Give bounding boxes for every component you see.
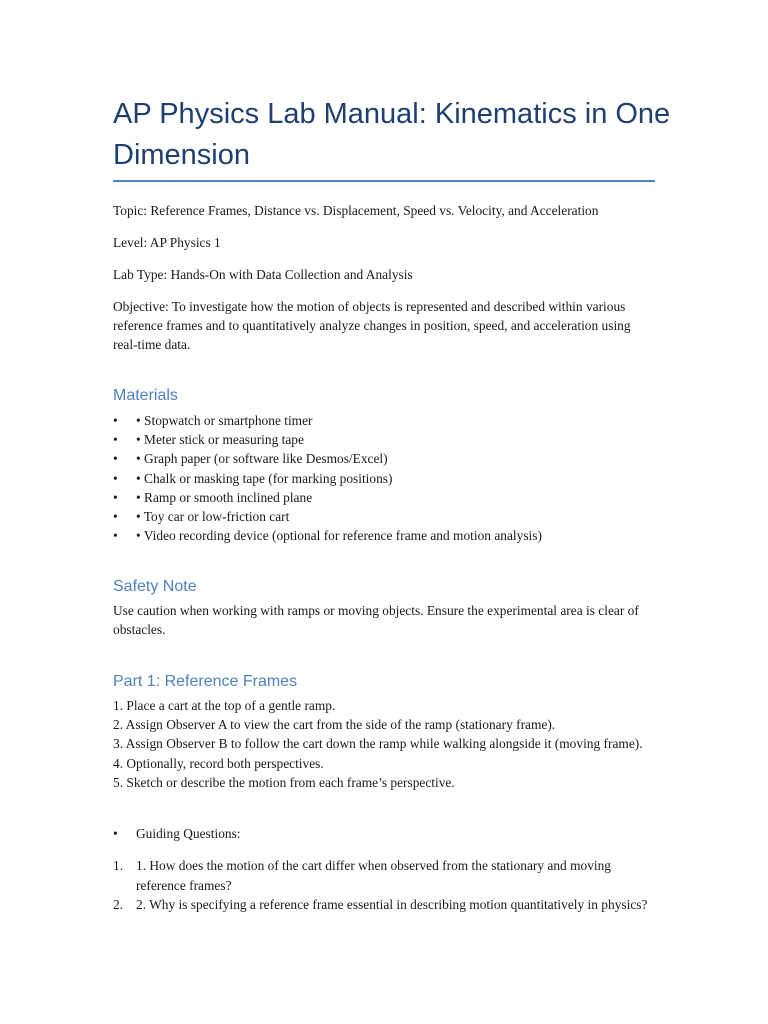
list-item-text: • Video recording device (optional for reference frame and motion analysis): [136, 528, 542, 544]
question-number: 2.: [113, 897, 124, 912]
question-text: 1. How does the motion of the cart differ when observed from the stationary and moving reference frames?: [136, 858, 612, 893]
step-item: 3. Assign Observer B to follow the cart down the ramp while walking alongside it (moving frame).: [113, 736, 643, 752]
step-item: 5. Sketch or describe the motion from each frame’s perspective.: [113, 774, 455, 790]
list-item: [113, 469, 653, 488]
title-underline: [113, 180, 655, 182]
question-item: [113, 895, 653, 915]
list-item-text: • Meter stick or measuring tape: [136, 432, 304, 448]
bullet-marker: •: [113, 432, 118, 448]
bullet-marker: •: [113, 826, 118, 841]
part1-heading: Part 1: Reference Frames: [113, 673, 298, 690]
list-item-text: • Toy car or low-friction cart: [136, 509, 290, 525]
safety-heading: Safety Note: [113, 578, 197, 595]
step-item: 1. Place a cart at the top of a gentle ramp.: [113, 698, 336, 713]
level-line: Level: AP Physics 1: [113, 235, 221, 250]
topic-line: Topic: Reference Frames, Distance vs. Displacement, Speed vs. Velocity, and Acceleration: [113, 203, 599, 218]
question-text: 2. Why is specifying a reference frame essential in describing motion quantitatively in physics?: [136, 897, 648, 912]
list-item: [113, 526, 653, 545]
bullet-marker: •: [113, 470, 118, 486]
materials-heading: Materials: [113, 387, 178, 404]
bullet-marker: •: [113, 489, 118, 505]
safety-text: Use caution when working with ramps or moving objects. Ensure the experimental area is clear of obstacles.: [113, 603, 639, 637]
guiding-questions-list: [113, 856, 653, 915]
bullet-marker: •: [113, 451, 118, 467]
part1-steps: [113, 696, 653, 792]
list-item: [113, 430, 653, 449]
list-item: [113, 488, 653, 507]
document-title: AP Physics Lab Manual: Kinematics in One Dimension: [113, 98, 671, 171]
guiding-questions-label: Guiding Questions:: [136, 826, 241, 841]
list-item: [113, 411, 653, 430]
list-item-text: • Ramp or smooth inclined plane: [136, 489, 313, 505]
list-item: [113, 507, 653, 526]
bullet-marker: •: [113, 509, 118, 525]
bullet-marker: •: [113, 528, 118, 544]
list-item-text: • Chalk or masking tape (for marking positions): [136, 470, 393, 486]
guiding-questions-label-list: [113, 824, 653, 843]
objective-paragraph: Objective: To investigate how the motion of objects is represented and described within various reference frames and to quantitatively analyze changes in position, speed, and acceleration using real-time data.: [113, 299, 631, 352]
materials-list: [113, 411, 653, 545]
step-item: 2. Assign Observer A to view the cart from the side of the ramp (stationary frame).: [113, 717, 556, 733]
list-item-text: • Graph paper (or software like Desmos/Excel): [136, 451, 388, 467]
bullet-marker: •: [113, 413, 118, 428]
question-number: 1.: [113, 858, 124, 873]
list-item: [113, 449, 653, 468]
question-item: [113, 856, 653, 895]
list-item-text: • Stopwatch or smartphone timer: [136, 413, 313, 428]
lab-type-line: Lab Type: Hands-On with Data Collection and Analysis: [113, 267, 413, 282]
list-item: [113, 824, 653, 843]
step-item: 4. Optionally, record both perspectives.: [113, 755, 324, 771]
